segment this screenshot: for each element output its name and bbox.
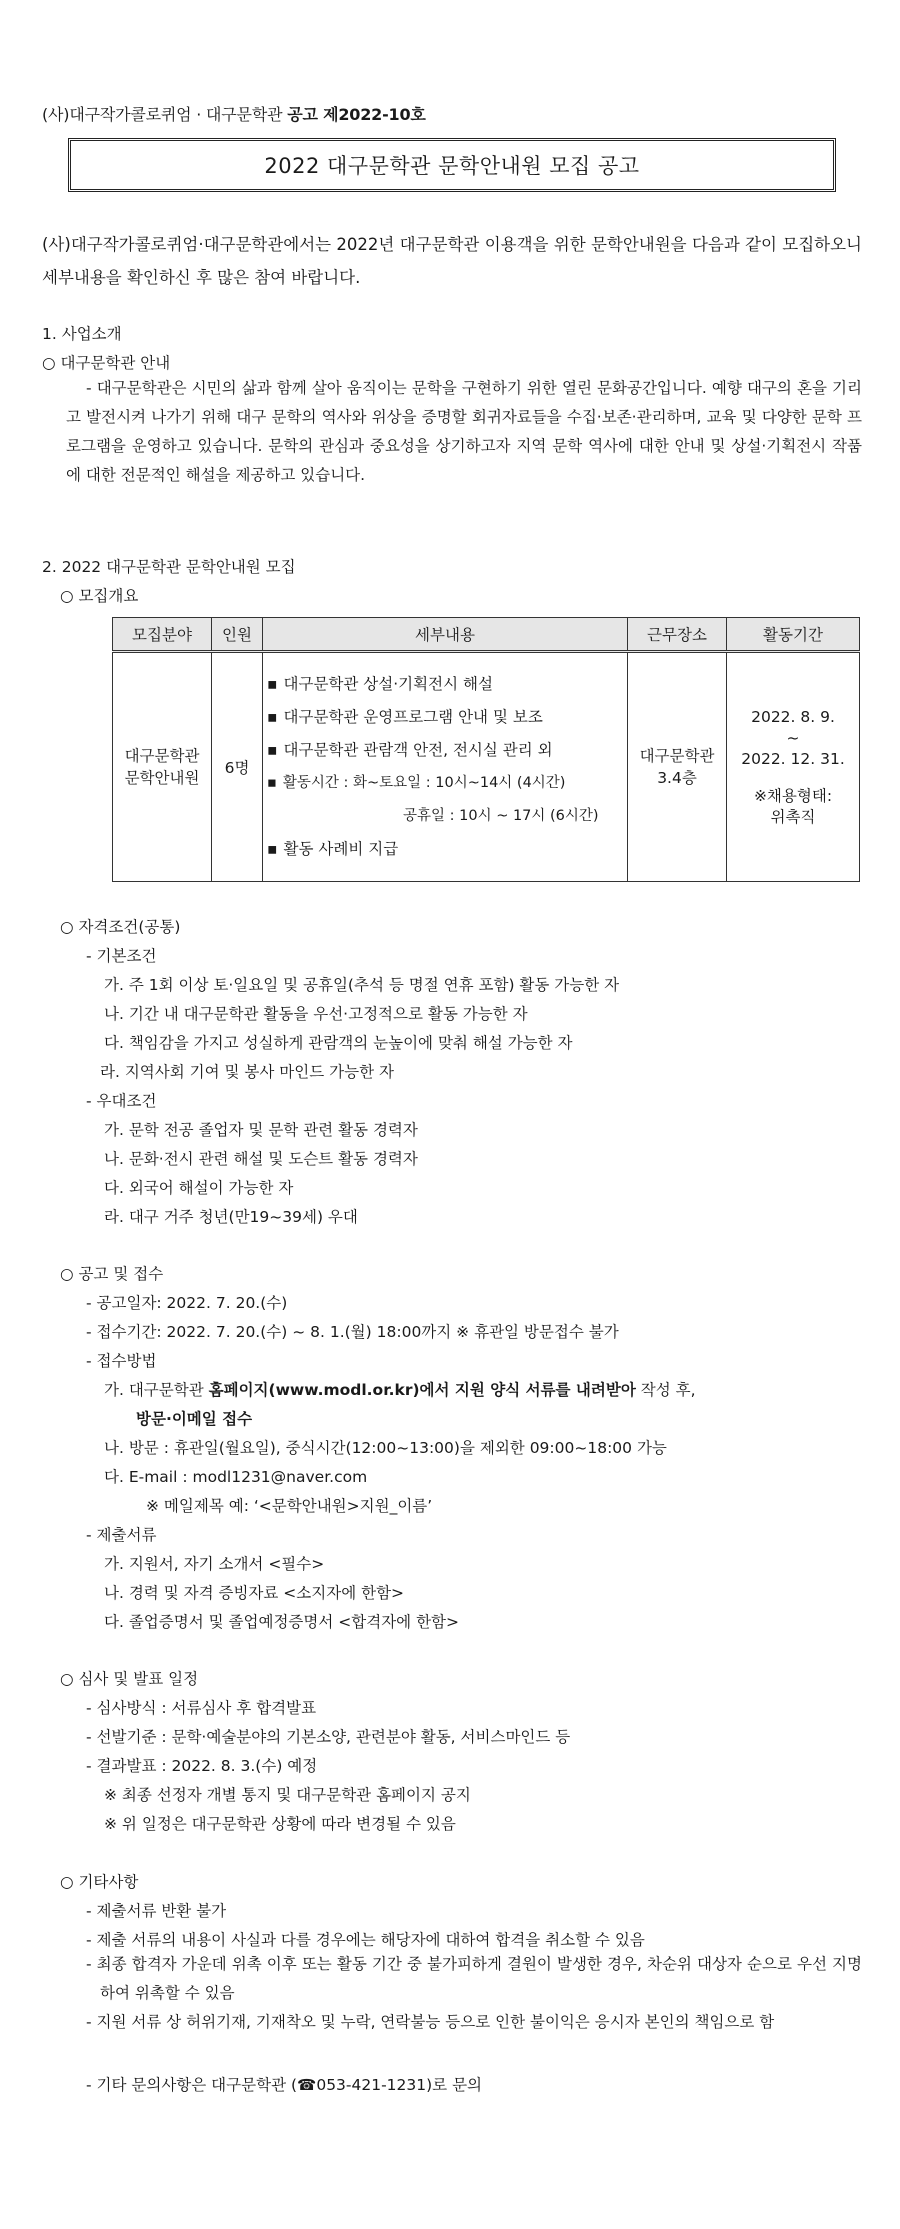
notice-date: - 공고일자: 2022. 7. 20.(수) [86, 1294, 288, 1312]
pref-item: 가. 문학 전공 졸업자 및 문학 관련 활동 경력자 [104, 1121, 418, 1139]
review-method: - 심사방식 : 서류심사 후 합격발표 [86, 1699, 317, 1717]
employ-type-value: 위촉직 [770, 807, 816, 826]
col-field: 모집분야 [113, 618, 212, 652]
basic-item: 다. 책임감을 가지고 성실하게 관람객의 눈높이에 맞춰 해설 가능한 자 [104, 1034, 573, 1052]
detail-cell [263, 652, 628, 882]
doc-item: 가. 지원서, 자기 소개서 <필수> [104, 1555, 325, 1573]
place-line-1: 대구문학관 [639, 747, 715, 765]
period-end: 2022. 12. 31. [741, 749, 845, 768]
count-cell: 6명 [212, 652, 263, 882]
col-detail: 세부내용 [263, 618, 628, 652]
basic-item: 라. 지역사회 기여 및 봉사 마인드 가능한 자 [100, 1063, 394, 1081]
basic-label: - 기본조건 [86, 947, 157, 965]
notice-header [42, 102, 426, 125]
pref-item: 라. 대구 거주 청년(만19~39세) 우대 [104, 1208, 358, 1226]
org-label: (사)대구작가콜로퀴엄 · 대구문학관 [42, 105, 283, 124]
section1-sub: ○ 대구문학관 안내 [42, 354, 171, 372]
review-result: - 결과발표 : 2022. 8. 3.(수) 예정 [86, 1757, 318, 1775]
doc-item: 나. 경력 및 자격 증빙자료 <소지자에 한함> [104, 1584, 405, 1602]
etc-item: - 최종 합격자 가운데 위촉 이후 또는 활동 기간 중 불가피하게 결원이 발생한 경우, 차순위 대상자 순으로 우선 지명하여 위촉할 수 있음 [86, 1955, 862, 2002]
detail-item: ▪ 활동시간 : 화~토요일 : 10시~14시 (4시간) [267, 767, 623, 800]
docs-label: - 제출서류 [86, 1526, 157, 1544]
detail-item: ▪ 대구문학관 관람객 안전, 전시실 관리 외 [267, 734, 623, 767]
method-b: 나. 방문 : 휴관일(월요일), 중식시간(12:00~13:00)을 제외한 09:00~18:00 가능 [104, 1439, 667, 1457]
doc-item: 다. 졸업증명서 및 졸업예정증명서 <합격자에 한함> [104, 1613, 459, 1631]
col-place: 근무장소 [628, 618, 727, 652]
period-tilde: ~ [786, 728, 800, 747]
field-line-2: 문학안내원 [124, 769, 200, 787]
col-count: 인원 [212, 618, 263, 652]
overview-label: ○ 모집개요 [60, 587, 139, 605]
application-period: - 접수기간: 2022. 7. 20.(수) ~ 8. 1.(월) 18:00까지 ※ 휴관일 방문접수 불가 [86, 1323, 619, 1341]
etc-item: - 지원 서류 상 허위기재, 기재착오 및 누락, 연락불능 등으로 인한 불이익은 응시자 본인의 책임으로 함 [86, 2013, 775, 2031]
holiday-time: 공휴일 : 10시 ~ 17시 (6시간) [403, 808, 599, 824]
review-note: ※ 위 일정은 대구문학관 상황에 따라 변경될 수 있음 [104, 1815, 456, 1833]
field-line-1: 대구문학관 [124, 747, 200, 765]
method-a-pre: 가. 대구문학관 [104, 1381, 209, 1399]
pref-label: - 우대조건 [86, 1092, 157, 1110]
application-heading: ○ 공고 및 접수 [60, 1265, 164, 1283]
review-note: ※ 최종 선정자 개별 통지 및 대구문학관 홈페이지 공지 [104, 1786, 471, 1804]
etc-item: - 기타 문의사항은 대구문학관 (☎053-421-1231)로 문의 [86, 2076, 483, 2094]
place-line-2: 3.4층 [657, 769, 697, 787]
section2-heading: 2. 2022 대구문학관 문학안내원 모집 [42, 558, 296, 576]
method-a-line2: 방문·이메일 접수 [136, 1410, 253, 1428]
basic-item: 나. 기간 내 대구문학관 활동을 우선·고정적으로 활동 가능한 자 [104, 1005, 528, 1023]
method-a [104, 1378, 696, 1400]
detail-item: ▪ 활동 사례비 지급 [267, 833, 623, 866]
notice-number: 공고 제2022-10호 [287, 105, 426, 124]
etc-item: - 제출 서류의 내용이 사실과 다를 경우에는 해당자에 대하여 합격을 취소할 수 있음 [86, 1931, 645, 1949]
period-cell [727, 652, 860, 882]
mail-subject-note: ※ 메일제목 예: ‘<문학안내원>지원_이름’ [146, 1497, 433, 1515]
field-cell [113, 652, 212, 882]
section1-heading: 1. 사업소개 [42, 325, 122, 343]
etc-item: - 제출서류 반환 불가 [86, 1902, 227, 1920]
recruit-table [112, 617, 860, 882]
intro-paragraph: (사)대구작가콜로퀴엄·대구문학관에서는 2022년 대구문학관 이용객을 위한 문학안내원을 다음과 같이 모집하오니 세부내용을 확인하신 후 많은 참여 바랍니다. [42, 235, 862, 287]
review-criteria: - 선발기준 : 문학·예술분야의 기본소양, 관련분야 활동, 서비스마인드 등 [86, 1728, 571, 1746]
basic-item: 가. 주 1회 이상 토·일요일 및 공휴일(추석 등 명절 연휴 포함) 활동 가능한 자 [104, 976, 620, 994]
etc-heading: ○ 기타사항 [60, 1873, 139, 1891]
method-c: 다. E-mail : modl1231@naver.com [104, 1468, 368, 1486]
review-heading: ○ 심사 및 발표 일정 [60, 1670, 199, 1688]
method-a-post: 작성 후, [635, 1381, 696, 1399]
detail-item: ▪ 대구문학관 운영프로그램 안내 및 보조 [267, 701, 623, 734]
detail-item: ▪ 대구문학관 상설·기획전시 해설 [267, 668, 623, 701]
method-label: - 접수방법 [86, 1352, 157, 1370]
col-period: 활동기간 [727, 618, 860, 652]
employ-type-label: ※채용형태: [753, 786, 833, 805]
pref-item: 다. 외국어 해설이 가능한 자 [104, 1179, 294, 1197]
section1-body: - 대구문학관은 시민의 삶과 함께 살아 움직이는 문학을 구현하기 위한 열린 문화공간입니다. 예향 대구의 혼을 기리고 발전시켜 나가기 위해 대구 문학의 역사와 위상을 증명할 회귀자료들을 수집·보존·관리하며, 교육 및 다양한 문학 프로그램을 운영하고 있습니다. 문학의 관심과 중요성을 상기하고자 지역 문학 역사에 대한 안내 및 상설·기획전시 작품에 대한 전문적인 해설을 제공하고 있습니다. [66, 379, 862, 484]
page-title: 2022 대구문학관 문학안내원 모집 공고 [68, 138, 836, 192]
qualification-heading: ○ 자격조건(공통) [60, 918, 181, 936]
place-cell [628, 652, 727, 882]
homepage-link[interactable]: 홈페이지(www.modl.or.kr)에서 지원 양식 서류를 내려받아 [208, 1381, 636, 1399]
pref-item: 나. 문화·전시 관련 해설 및 도슨트 활동 경력자 [104, 1150, 418, 1168]
period-start: 2022. 8. 9. [751, 707, 835, 726]
